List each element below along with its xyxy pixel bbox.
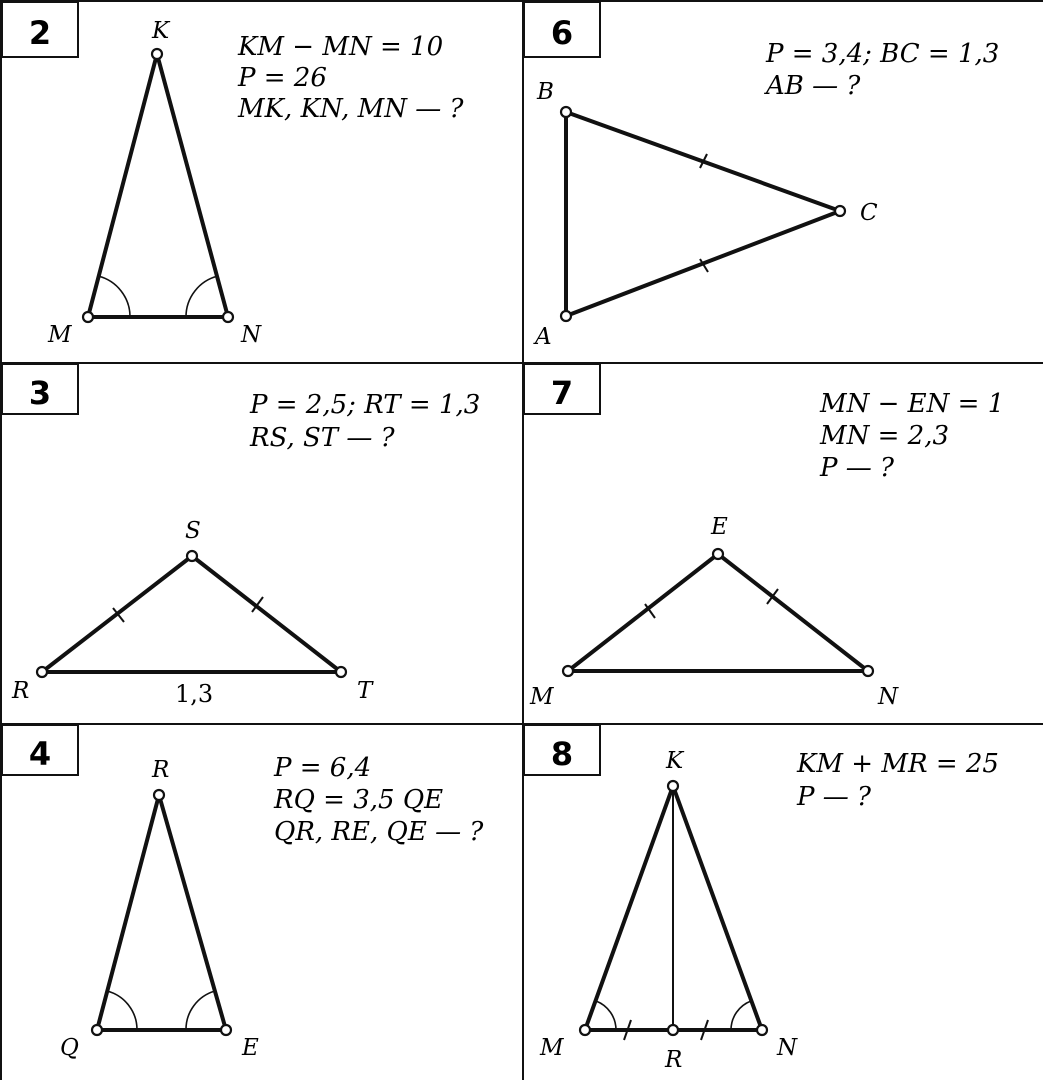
vertex-label: E (711, 514, 728, 540)
condition-line: P = 6,4 (274, 753, 372, 783)
vertex-point (668, 1025, 678, 1035)
condition-line: MN − EN = 1 (820, 389, 1005, 419)
vertex-point (561, 107, 571, 117)
vertex-point (835, 206, 845, 216)
vertex-point (561, 311, 571, 321)
problem-number: 7 (550, 374, 574, 412)
vertex-label: N (241, 322, 262, 348)
vertex-label: M (540, 1035, 564, 1061)
condition-line: P = 26 (238, 63, 327, 93)
side-kn (157, 54, 228, 317)
side-en (718, 554, 868, 671)
problem-8-cell (524, 725, 999, 1073)
vertex-label: S (185, 518, 201, 544)
vertex-point (154, 790, 164, 800)
condition-line: MK, KN, MN — ? (238, 94, 464, 124)
vertex-point (187, 551, 197, 561)
vertex-point (863, 666, 873, 676)
side-me (568, 554, 718, 671)
vertex-point (580, 1025, 590, 1035)
problem-6-cell (524, 2, 999, 350)
condition-line: P — ? (820, 453, 894, 483)
condition-line: KM − MN = 10 (238, 32, 444, 62)
angle-mark-q (107, 991, 137, 1030)
side-mk (88, 54, 157, 317)
vertex-point (713, 549, 723, 559)
problem-number: 4 (28, 735, 52, 773)
problem-number: 8 (550, 735, 574, 773)
condition-line: P — ? (797, 782, 871, 812)
problem-4-cell (2, 725, 484, 1061)
vertex-point (221, 1025, 231, 1035)
vertex-label: Q (60, 1035, 79, 1061)
side-st (192, 556, 341, 672)
vertex-label: K (152, 18, 170, 44)
condition-line: MN = 2,3 (820, 421, 950, 451)
vertex-label: T (357, 678, 373, 704)
vertex-label: N (878, 684, 899, 710)
condition-line: RS, ST — ? (250, 423, 395, 453)
vertex-label: E (242, 1035, 259, 1061)
side-kn (673, 786, 762, 1030)
problem-7-cell (524, 364, 1004, 710)
vertex-label: R (12, 678, 30, 704)
vertex-point (563, 666, 573, 676)
triangle-rst (37, 551, 346, 677)
vertex-label: R (665, 1047, 683, 1073)
vertex-point (757, 1025, 767, 1035)
vertex-label: B (537, 79, 554, 105)
problem-3-cell (2, 364, 480, 708)
problem-number: 2 (28, 14, 52, 52)
vertex-label: K (666, 748, 684, 774)
problem-2-cell (2, 2, 465, 348)
triangle-kmn (83, 49, 233, 322)
vertex-label: M (48, 322, 72, 348)
vertex-label: M (530, 684, 554, 710)
vertex-point (83, 312, 93, 322)
problem-number: 6 (550, 14, 574, 52)
condition-line: RQ = 3,5 QE (274, 785, 444, 815)
triangle-kmn-with-median (580, 781, 767, 1040)
vertex-point (668, 781, 678, 791)
triangle-men (563, 549, 873, 676)
angle-mark-m (596, 1001, 616, 1030)
problem-number: 3 (28, 374, 52, 412)
condition-line: KM + MR = 25 (797, 749, 999, 779)
triangle-rqe (92, 790, 231, 1035)
vertex-point (92, 1025, 102, 1035)
condition-line: AB — ? (766, 71, 861, 101)
angle-mark-n (186, 276, 218, 317)
vertex-point (152, 49, 162, 59)
side-re (159, 795, 226, 1030)
condition-line: P = 2,5; RT = 1,3 (250, 390, 481, 420)
angle-mark-e (186, 991, 215, 1030)
vertex-point (336, 667, 346, 677)
angle-mark-n (731, 1001, 751, 1030)
vertex-label: R (152, 757, 170, 783)
condition-line: P = 3,4; BC = 1,3 (766, 39, 1000, 69)
vertex-label: C (860, 200, 878, 226)
triangle-abc (561, 107, 845, 321)
vertex-point (223, 312, 233, 322)
side-km (585, 786, 673, 1030)
side-qr (97, 795, 159, 1030)
angle-mark-m (98, 276, 130, 317)
vertex-label: A (535, 324, 552, 350)
base-length-label: 1,3 (175, 680, 214, 708)
vertex-label: N (777, 1035, 798, 1061)
condition-line: QR, RE, QE — ? (274, 817, 484, 847)
vertex-point (37, 667, 47, 677)
